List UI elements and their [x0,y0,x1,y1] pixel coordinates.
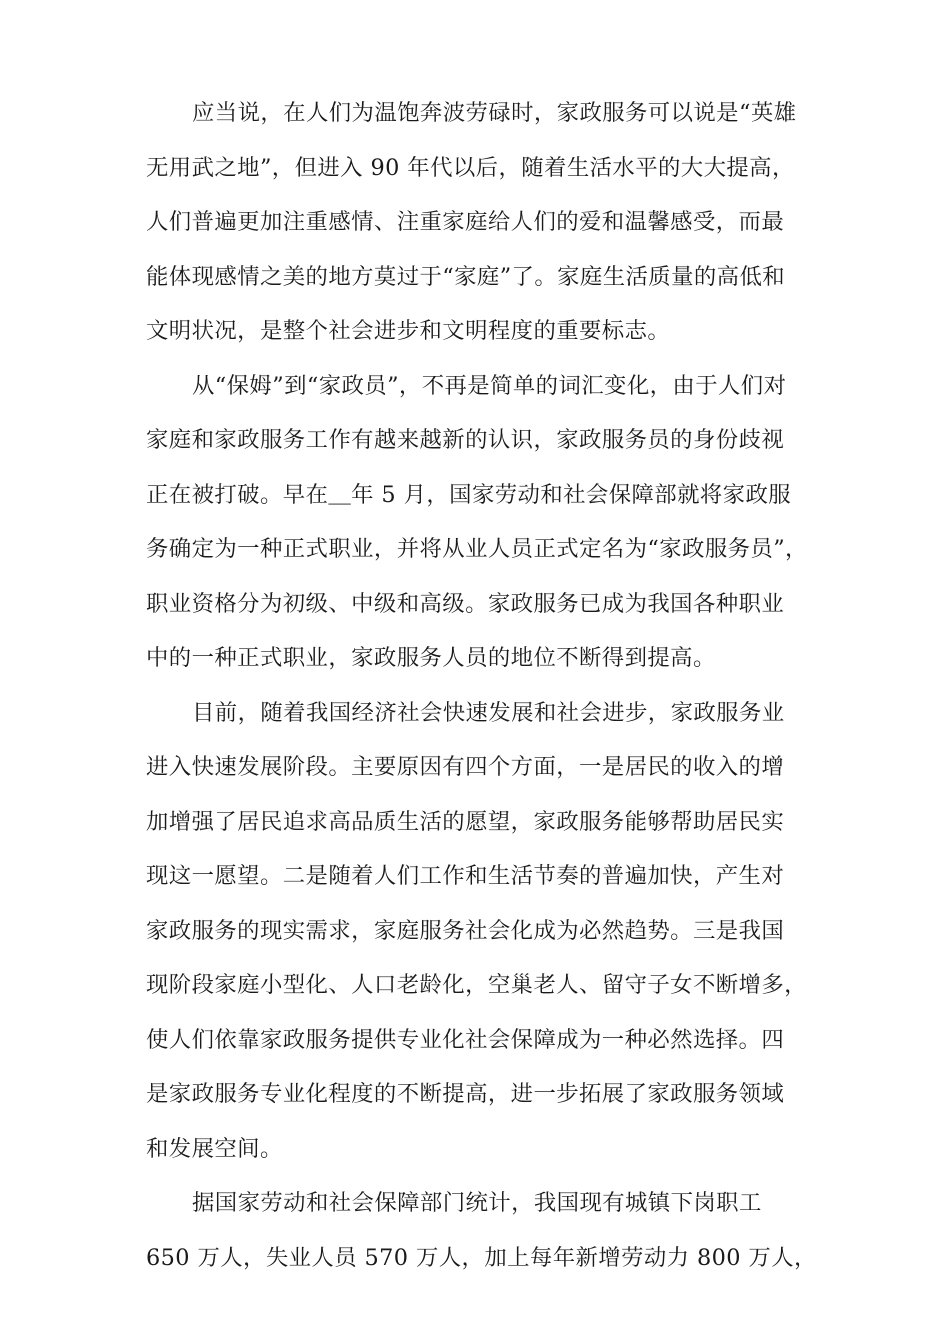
paragraph-line: 人们普遍更加注重感情、注重家庭给人们的爱和温馨感受，而最 [146,209,785,235]
paragraph-line: 家政服务的现实需求，家庭服务社会化成为必然趋势。三是我国 [146,917,785,944]
paragraph-2 [146,359,806,686]
paragraph-line: 现阶段家庭小型化、人口老龄化，空巢老人、留守子女不断增多， [146,972,807,998]
paragraph-line: 使人们依靠家政服务提供专业化社会保障成为一种必然选择。四 [146,1026,785,1053]
paragraph-line: 从“保姆”到“家政员”，不再是简单的词汇变化，由于人们对 [192,372,787,399]
paragraph-line: 加增强了居民追求高品质生活的愿望，家政服务能够帮助居民实 [146,808,785,835]
paragraph-line: 职业资格分为初级、中级和高级。家政服务已成为我国各种职业 [146,590,785,617]
paragraph-line: 务确定为一种正式职业，并将从业人员正式定名为“家政服务员”， [146,536,808,562]
paragraph-line: 目前，随着我国经济社会快速发展和社会进步，家政服务业 [192,699,785,726]
paragraph-line: 无用武之地”，但进入 90 年代以后，随着生活水平的大大提高， [146,154,795,181]
paragraph-4 [146,1176,817,1285]
paragraph-1 [146,86,806,359]
paragraph-line: 现这一愿望。二是随着人们工作和生活节奏的普遍加快，产生对 [146,863,785,889]
paragraph-line: 据国家劳动和社会保障部门统计，我国现有城镇下岗职工 [192,1190,762,1216]
paragraph-line: 进入快速发展阶段。主要原因有四个方面，一是居民的收入的增 [146,754,785,780]
paragraph-line: 正在被打破。早在＿年 5 月，国家劳动和社会保障部就将家政服 [146,481,792,508]
document-body [146,86,817,1285]
paragraph-line: 650 万人，失业人员 570 万人，加上每年新增劳动力 800 万人， [146,1244,817,1271]
paragraph-3 [146,686,806,1177]
paragraph-line: 能体现感情之美的地方莫过于“家庭”了。家庭生活质量的高低和 [146,263,786,290]
paragraph-line: 家庭和家政服务工作有越来越新的认识，家政服务员的身份歧视 [146,427,785,453]
paragraph-line: 文明状况，是整个社会进步和文明程度的重要标志。 [146,318,671,344]
paragraph-line: 是家政服务专业化程度的不断提高，进一步拓展了家政服务领域 [146,1081,785,1107]
paragraph-line: 和发展空间。 [146,1135,283,1162]
paragraph-line: 中的一种正式职业，家政服务人员的地位不断得到提高。 [146,645,716,671]
paragraph-line: 应当说，在人们为温饱奔波劳碌时，家政服务可以说是“英雄 [192,100,797,126]
